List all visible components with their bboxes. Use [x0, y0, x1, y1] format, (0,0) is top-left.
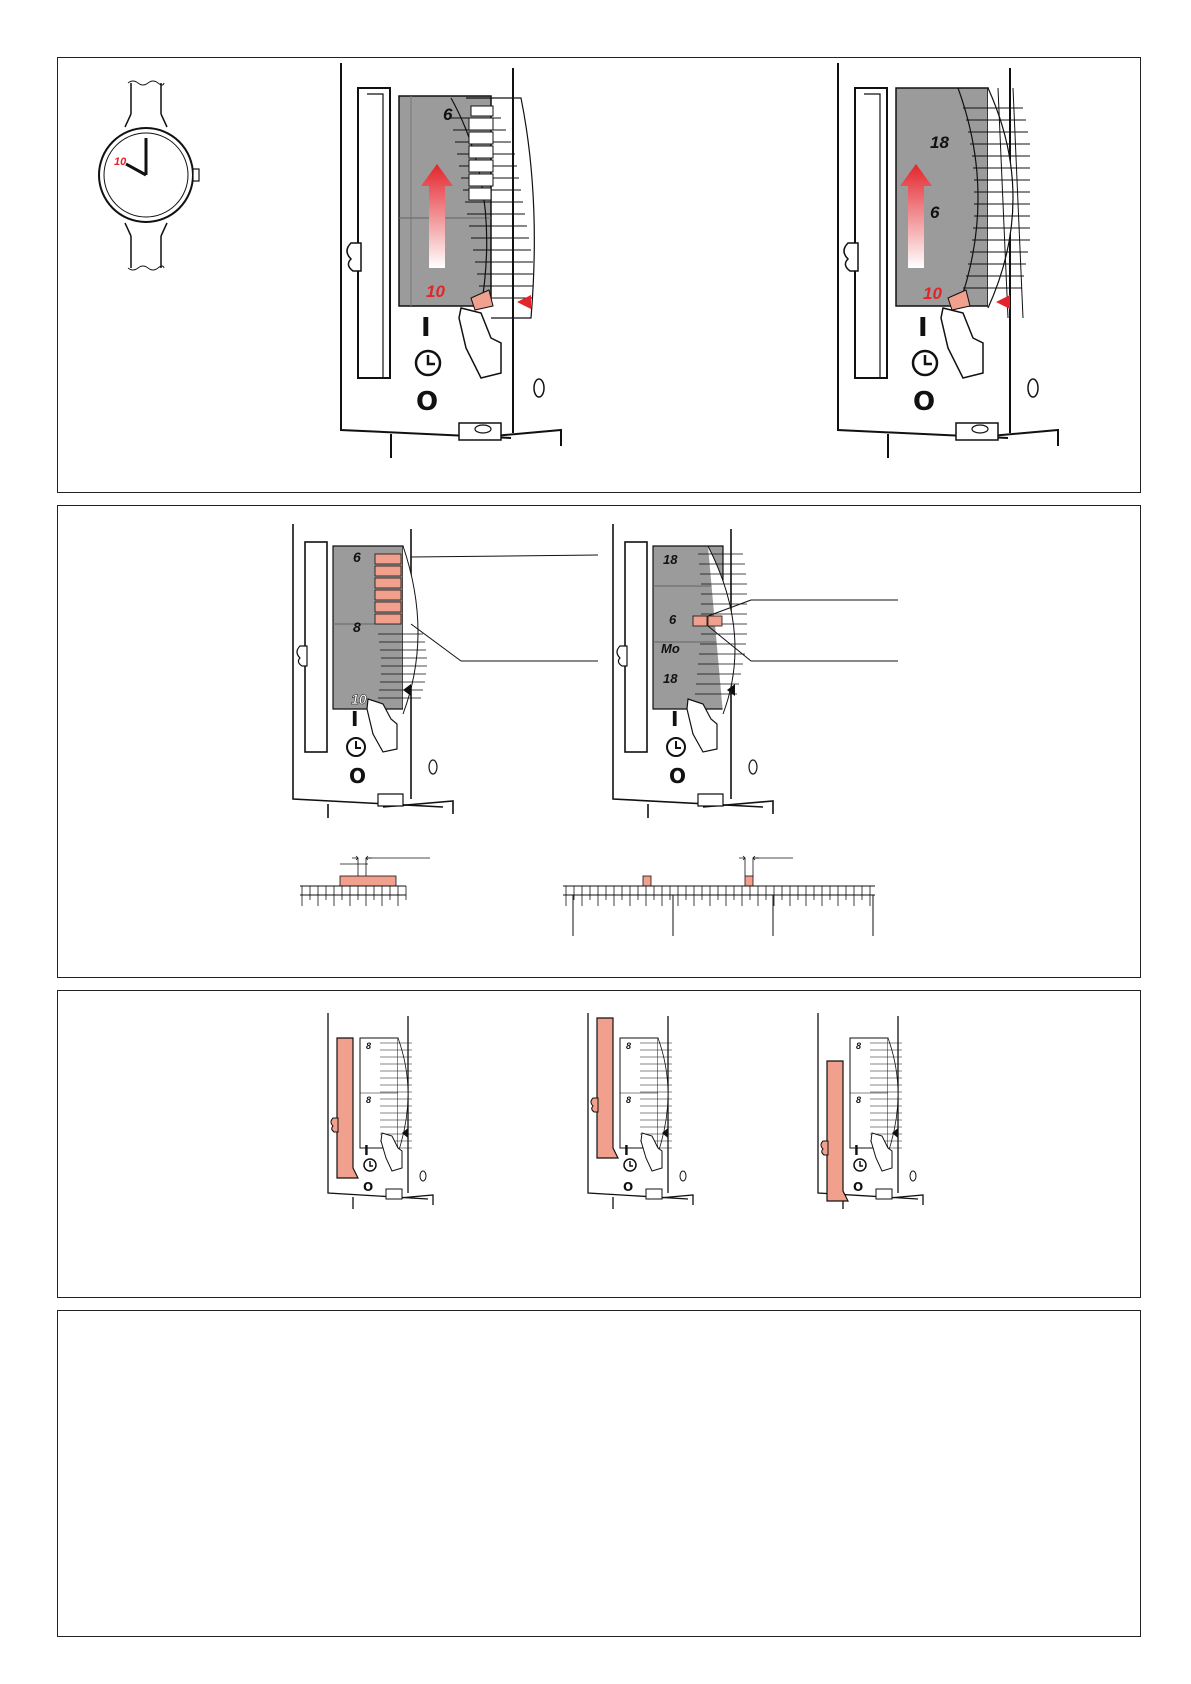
clock-icon — [416, 351, 440, 375]
switch-label-on: I — [671, 707, 679, 731]
segment-scale-diagram-long — [563, 856, 875, 936]
clock-icon — [347, 738, 365, 756]
callout-line — [411, 555, 598, 557]
dial-label-8-top: 8 — [856, 1041, 862, 1051]
switch-label-off: O — [623, 1180, 634, 1194]
screw-hole — [749, 760, 757, 774]
wristwatch-icon — [99, 81, 199, 270]
dial-label-18-top: 18 — [663, 552, 678, 567]
timer-unit-a — [341, 63, 561, 458]
screw-hole — [429, 760, 437, 774]
segment-scale-diagram-short — [300, 856, 430, 906]
selector-slider[interactable] — [617, 542, 647, 752]
timer-unit-d — [613, 524, 898, 818]
screw-hole — [534, 379, 544, 397]
dial-label-mid: 6 — [930, 203, 940, 222]
dial-label-top: 6 — [443, 105, 453, 124]
panel-4-empty — [57, 1310, 1141, 1637]
dial-label-8-top: 8 — [626, 1041, 632, 1051]
switch-label-on: I — [918, 313, 928, 343]
selector-slider[interactable] — [297, 542, 327, 752]
clock-icon — [364, 1159, 376, 1171]
panel-2-set-segments — [57, 505, 1141, 978]
dial-label-8-top: 8 — [366, 1041, 372, 1051]
timer-unit-mini — [818, 1013, 923, 1209]
panel-3-selector-positions — [57, 990, 1141, 1298]
timer-unit-c — [293, 524, 598, 818]
panel-1-set-time — [57, 57, 1141, 493]
screw-hole — [910, 1171, 916, 1181]
dial-label-top: 18 — [930, 133, 949, 152]
clock-icon — [667, 738, 685, 756]
selector-slider[interactable] — [591, 1018, 618, 1158]
lever[interactable] — [941, 308, 983, 378]
dial-label-18-bottom: 18 — [663, 671, 678, 686]
screw-hole — [420, 1171, 426, 1181]
selector-slider[interactable] — [347, 88, 390, 378]
dial-label-8: 8 — [353, 619, 361, 635]
screw-hole — [680, 1171, 686, 1181]
timer-unit-mini — [328, 1013, 433, 1209]
clock-icon — [854, 1159, 866, 1171]
dial-label-8-bottom: 8 — [626, 1095, 632, 1105]
mounting-clip — [459, 423, 501, 440]
switch-label-off: O — [363, 1180, 374, 1194]
switch-label-on: I — [854, 1144, 859, 1159]
dial-label-mo: Mo — [661, 641, 680, 656]
switch-label-on: I — [351, 707, 359, 731]
dial-label-6: 6 — [669, 612, 677, 627]
dial-label-bottom: 10 — [426, 282, 445, 301]
screw-hole — [1028, 379, 1038, 397]
switch-label-off: O — [416, 387, 439, 417]
selector-slider[interactable] — [331, 1038, 358, 1178]
mounting-clip — [956, 423, 998, 440]
clock-icon — [624, 1159, 636, 1171]
switch-label-off: O — [669, 764, 687, 788]
dial-label-6: 6 — [353, 549, 361, 565]
dial-label-10: 10 — [351, 691, 367, 707]
dial-label-bottom: 10 — [923, 284, 942, 303]
switch-label-off: O — [913, 387, 936, 417]
timer-unit-b — [838, 63, 1058, 458]
watch-hour-label: 10 — [114, 156, 127, 168]
switch-label-off: O — [853, 1180, 864, 1194]
switch-label-on: I — [364, 1144, 369, 1159]
dial-label-8-bottom: 8 — [366, 1095, 372, 1105]
clock-icon — [913, 351, 937, 375]
switch-label-on: I — [624, 1144, 629, 1159]
timer-unit-mini — [588, 1013, 693, 1209]
dial-drum[interactable] — [333, 546, 427, 714]
selector-slider[interactable] — [844, 88, 887, 378]
dial-drum[interactable] — [653, 546, 747, 714]
selector-slider[interactable] — [821, 1061, 848, 1201]
dial-drum[interactable] — [399, 96, 534, 318]
switch-label-on: I — [421, 313, 431, 343]
dial-label-8-bottom: 8 — [856, 1095, 862, 1105]
switch-label-off: O — [349, 764, 367, 788]
